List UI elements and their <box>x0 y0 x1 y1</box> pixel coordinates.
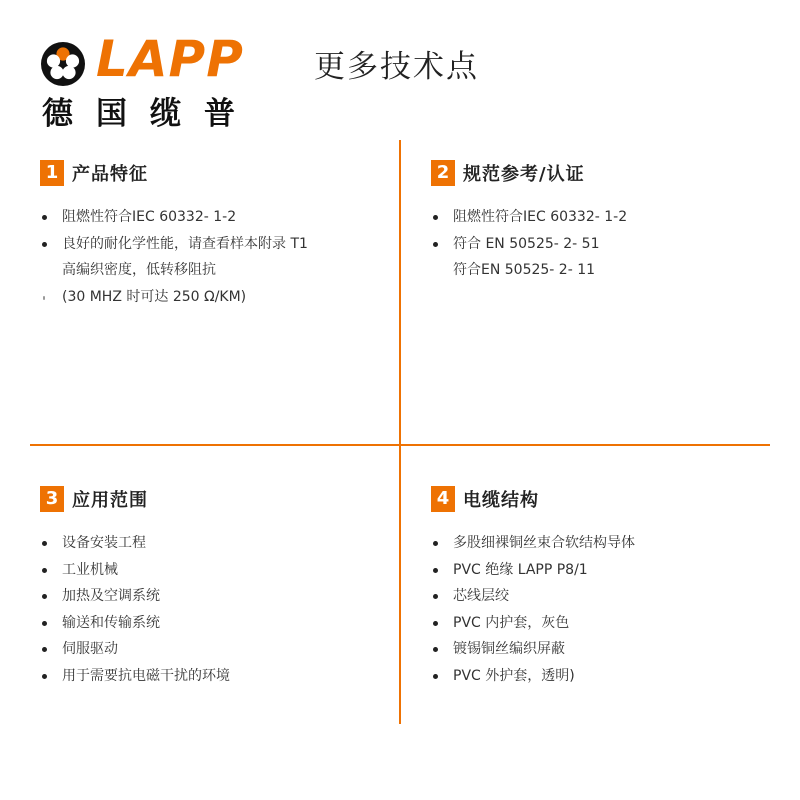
vertical-divider <box>399 140 401 724</box>
list-item-text: 伺服驱动 <box>62 641 118 657</box>
bullet-list <box>40 204 380 310</box>
list-item-text: 镀锡铜丝编织屏蔽 <box>453 641 565 657</box>
list-item-text: 加热及空调系统 <box>62 588 160 604</box>
cable-cross-section-icon <box>40 41 86 87</box>
list-item-text: PVC 内护套，灰色 <box>453 614 570 631</box>
section-number-badge: 3 <box>40 486 64 512</box>
section-product-features <box>40 160 380 310</box>
section-title: 产品特征 <box>72 164 148 185</box>
list-item <box>431 557 771 584</box>
list-item-text: 设备安装工程 <box>62 535 146 551</box>
list-item <box>40 231 380 284</box>
list-item-text: 符合 EN 50525- 2- 51 <box>453 235 600 252</box>
lapp-logo <box>40 30 260 138</box>
list-item <box>431 530 771 557</box>
list-item-text: 良好的耐化学性能，请查看样本附录 T1 <box>62 235 308 252</box>
list-item <box>431 204 771 231</box>
list-item <box>431 663 771 690</box>
bullet-list <box>431 530 771 689</box>
list-item-text: 阻燃性符合IEC 60332- 1-2 <box>453 209 628 225</box>
section-title: 规范参考/认证 <box>463 164 585 185</box>
brand-chinese-name: 德国缆普 <box>42 96 258 132</box>
section-title: 应用范围 <box>72 490 148 511</box>
list-item <box>40 636 380 663</box>
page-title: 更多技术点 <box>314 49 479 85</box>
section-title: 电缆结构 <box>463 490 539 511</box>
list-item-text: 符合EN 50525- 2- 11 <box>453 262 596 278</box>
section-header <box>40 486 380 512</box>
list-item-text: 芯线层绞 <box>453 588 509 604</box>
bullet-list <box>40 530 380 689</box>
section-header <box>431 486 771 512</box>
list-item-text: 多股细裸铜丝束合软结构导体 <box>453 535 635 551</box>
list-item <box>431 610 771 637</box>
list-item <box>40 583 380 610</box>
section-standards-certifications <box>431 160 771 284</box>
section-header <box>431 160 771 186</box>
section-header <box>40 160 380 186</box>
list-item-text: (30 MHZ 时可达 250 Ω/KM) <box>62 288 247 305</box>
list-item <box>431 231 771 284</box>
section-cable-construction <box>431 486 771 689</box>
list-item <box>40 663 380 690</box>
list-item <box>40 530 380 557</box>
list-item <box>431 583 771 610</box>
section-number-badge: 4 <box>431 486 455 512</box>
section-number-badge: 1 <box>40 160 64 186</box>
list-item-text: PVC 绝缘 LAPP P8/1 <box>453 561 588 578</box>
list-item-text: 工业机械 <box>62 561 118 578</box>
bullet-list <box>431 204 771 284</box>
section-applications <box>40 486 380 689</box>
brand-wordmark: LAPP <box>96 30 244 88</box>
list-item <box>40 610 380 637</box>
section-number-badge: 2 <box>431 160 455 186</box>
list-item-text: 用于需要抗电磁干扰的环境 <box>62 667 230 684</box>
list-item <box>40 284 380 311</box>
list-item <box>431 636 771 663</box>
list-item <box>40 557 380 584</box>
list-item-text: 阻燃性符合IEC 60332- 1-2 <box>62 209 237 225</box>
list-item-text: 输送和传输系统 <box>62 614 160 631</box>
horizontal-divider <box>30 444 770 446</box>
list-item <box>40 204 380 231</box>
list-item-text: 高编织密度，低转移阻抗 <box>62 262 216 278</box>
list-item-text: PVC 外护套，透明) <box>453 667 575 684</box>
